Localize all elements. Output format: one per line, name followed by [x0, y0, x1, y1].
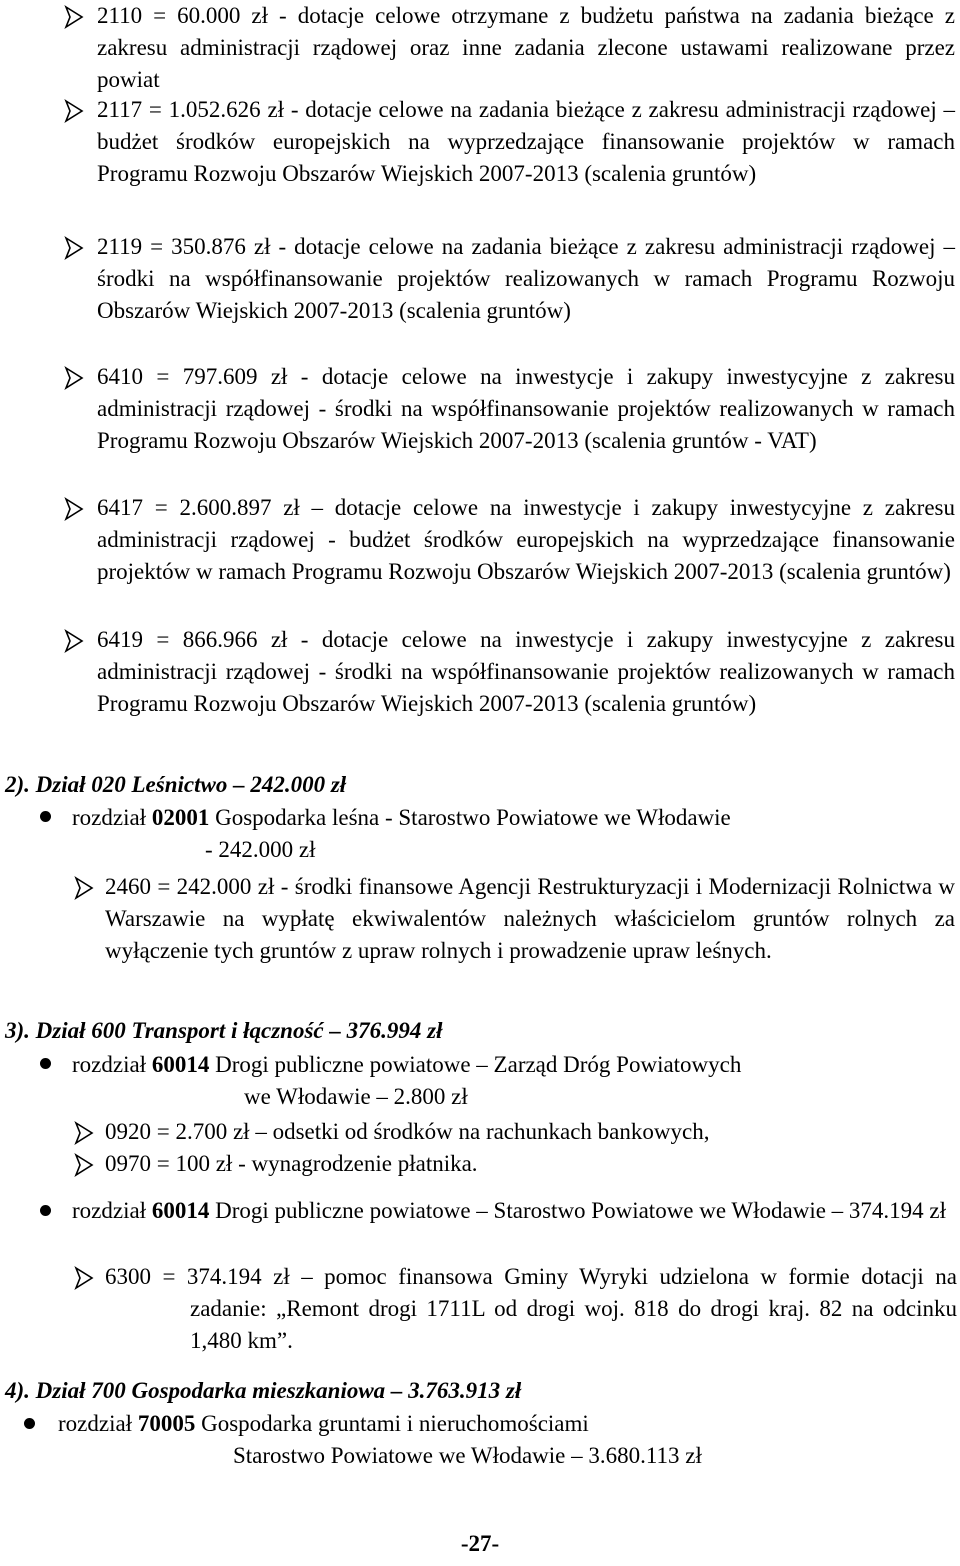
list-item-0970: 0970 = 100 zł - wynagrodzenie płatnika.	[105, 1151, 478, 1176]
list-item-6410: 6410 = 797.609 zł - dotacje celowe na inwestycje i zakupy inwestycyjne z zakresu administracji rządowej - środki na współfinansowanie projektów realizowanych w ramach Programu Rozwoju Obszarów Wiejskich 2007-2013 (scalenia gruntów - VAT)	[97, 364, 955, 453]
list-item-2119: 2119 = 350.876 zł - dotacje celowe na zadania bieżące z zakresu administracji rządowej – środki na współfinansowanie projektów realizowanych w ramach Programu Rozwoju Obszarów Wiejskich 2007-2013 (scalenia gruntów)	[97, 234, 955, 323]
list-item-2117	[97, 94, 955, 190]
chapter-code: 60014	[151, 1198, 210, 1223]
arrowhead-bullet-icon	[63, 5, 85, 29]
chapter-amount: - 242.000 zł	[205, 837, 316, 862]
bullet-dot-icon	[40, 1205, 51, 1216]
chapter-title: Drogi publiczne powiatowe – Starostwo Powiatowe we Włodawie – 374.194 zł	[209, 1198, 947, 1223]
arrowhead-bullet-icon	[73, 1121, 95, 1145]
chapter-60014-starostwo	[72, 1195, 957, 1227]
bullet-dot-icon	[40, 811, 51, 822]
arrowhead-bullet-icon	[63, 366, 85, 390]
chapter-amount: we Włodawie – 2.800 zł	[244, 1084, 468, 1109]
arrowhead-bullet-icon	[73, 1266, 95, 1290]
list-item-0920: 0920 = 2.700 zł – odsetki od środków na rachunkach bankowych,	[105, 1119, 710, 1144]
chapter-code: 70005	[137, 1411, 196, 1436]
list-item-2117-text: 2117 = 1.052.626 zł - dotacje celowe na zadania bieżące z zakresu administracji rządowej – budżet środków europejskich na wyprzedzające finansowanie projektów w ramach Programu Rozwoju Obszarów Wiejskich 2007-2013 (scalenia gruntów)	[97, 97, 955, 186]
arrowhead-bullet-icon	[73, 1153, 95, 1177]
chapter-title: Gospodarka leśna - Starostwo Powiatowe we Włodawie	[209, 805, 731, 830]
chapter-code: 02001	[151, 805, 210, 830]
arrowhead-bullet-icon	[63, 99, 85, 123]
section-heading-700: 4). Dział 700 Gospodarka mieszkaniowa – 3.763.913 zł	[5, 1378, 522, 1403]
arrowhead-bullet-icon	[63, 236, 85, 260]
arrowhead-bullet-icon	[63, 497, 85, 521]
list-item-6417: 6417 = 2.600.897 zł – dotacje celowe na inwestycje i zakupy inwestycyjne z zakresu administracji rządowej - budżet środków europejskich na wyprzedzające finansowanie projektów w ramach Programu Rozwoju Obszarów Wiejskich 2007-2013 (scalenia gruntów)	[97, 495, 955, 584]
chapter-label: rozdział	[72, 1052, 152, 1077]
arrowhead-bullet-icon	[63, 629, 85, 653]
bullet-dot-icon	[24, 1418, 35, 1429]
page-number: -27-	[460, 1531, 500, 1556]
chapter-title: Drogi publiczne powiatowe – Zarząd Dróg Powiatowych	[209, 1052, 742, 1077]
bullet-dot-icon	[40, 1058, 51, 1069]
chapter-label: rozdział	[72, 805, 152, 830]
chapter-label: rozdział	[58, 1411, 138, 1436]
chapter-code: 60014	[151, 1052, 210, 1077]
chapter-title: Gospodarka gruntami i nieruchomościami	[195, 1411, 589, 1436]
chapter-label: rozdział	[72, 1198, 152, 1223]
list-item-2460: 2460 = 242.000 zł - środki finansowe Agencji Restrukturyzacji i Modernizacji Rolnictwa w Warszawie na wypłatę ekwiwalentów należnych właścicielom gruntów rolnych za wyłączenie tych gruntów z upraw rolnych i prowadzenie upraw leśnych.	[105, 874, 955, 963]
chapter-60014-zdp	[72, 1049, 952, 1113]
section-heading-600: 3). Dział 600 Transport i łączność – 376.994 zł	[5, 1018, 443, 1043]
chapter-70005	[58, 1408, 948, 1472]
list-item-6419: 6419 = 866.966 zł - dotacje celowe na inwestycje i zakupy inwestycyjne z zakresu administracji rządowej - środki na współfinansowanie projektów realizowanych w ramach Programu Rozwoju Obszarów Wiejskich 2007-2013 (scalenia gruntów)	[97, 627, 955, 716]
chapter-02001	[72, 802, 952, 866]
list-item-2110: 2110 = 60.000 zł - dotacje celowe otrzymane z budżetu państwa na zadania bieżące z zakresu administracji rządowej oraz inne zadania zlecone ustawami realizowane przez powiat	[97, 3, 955, 92]
list-item-6300: 6300 = 374.194 zł – pomoc finansowa Gminy Wyryki udzielona w formie dotacji na zadanie: „Remont drogi 1711L od drogi woj. 818 do drogi kraj. 82 na odcinku 1,480 km”.	[105, 1264, 957, 1353]
chapter-amount: Starostwo Powiatowe we Włodawie – 3.680.113 zł	[233, 1443, 702, 1468]
arrowhead-bullet-icon	[73, 876, 95, 900]
section-heading-020: 2). Dział 020 Leśnictwo – 242.000 zł	[5, 772, 347, 797]
